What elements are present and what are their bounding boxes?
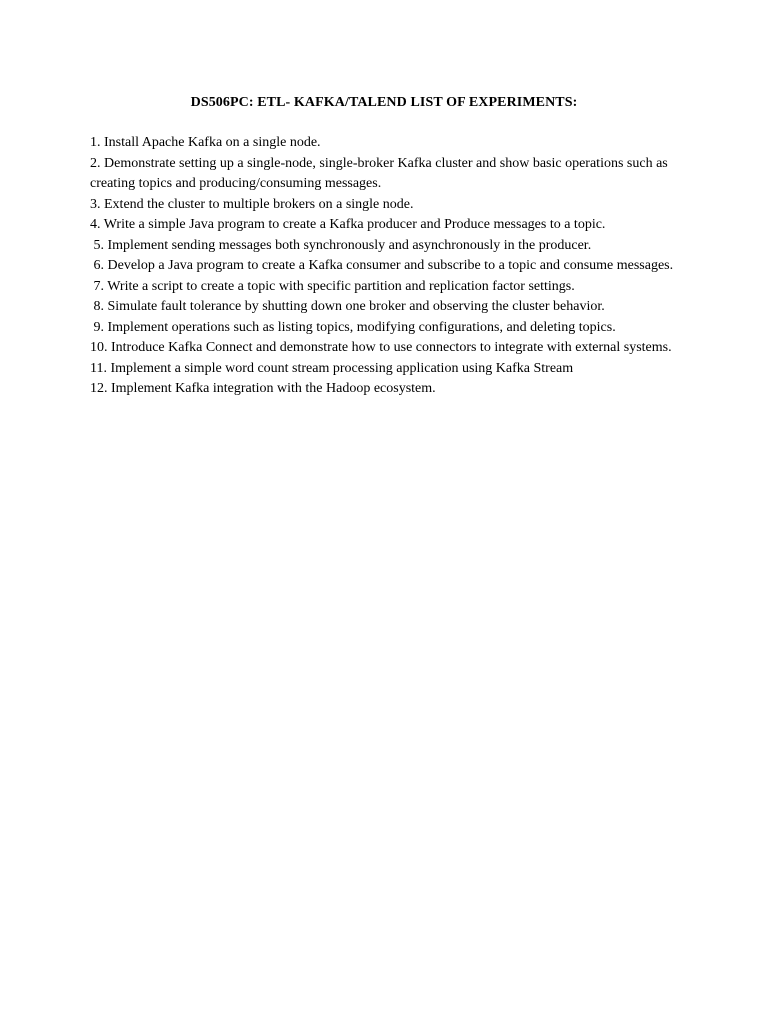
list-item-experiment-11: 11. Implement a simple word count stream processing application using Kafka Stream: [90, 360, 574, 376]
list-item-experiment-1: 1. Install Apache Kafka on a single node.: [90, 135, 321, 150]
list-item-experiment-5: 5. Implement sending messages both synchronously and asynchronously in the producer.: [90, 237, 592, 253]
list-item-experiment-7: 7. Write a script to create a topic with specific partition and replication factor settings.: [90, 278, 575, 294]
list-item-experiment-6: 6. Develop a Java program to create a Kafka consumer and subscribe to a topic and consume messages.: [90, 258, 674, 273]
list-item-experiment-10: 10. Introduce Kafka Connect and demonstrate how to use connectors to integrate with external systems.: [90, 340, 672, 355]
list-item-experiment-12: 12. Implement Kafka integration with the Hadoop ecosystem.: [90, 381, 436, 396]
experiment-list: [90, 133, 680, 400]
list-item-experiment-2: 2. Demonstrate setting up a single-node, single-broker Kafka cluster and show basic operations such as creating topics and producing/consuming messages.: [90, 155, 672, 191]
list-item-experiment-8: 8. Simulate fault tolerance by shutting down one broker and observing the cluster behavior.: [90, 299, 605, 314]
list-item-experiment-4: 4. Write a simple Java program to create a Kafka producer and Produce messages to a topic.: [90, 217, 606, 232]
list-item-experiment-9: 9. Implement operations such as listing topics, modifying configurations, and deleting topics.: [90, 319, 616, 335]
document-title: DS506PC: ETL- KAFKA/TALEND LIST OF EXPERIMENTS:: [190, 95, 578, 110]
list-item-experiment-3: 3. Extend the cluster to multiple brokers on a single node.: [90, 196, 414, 212]
